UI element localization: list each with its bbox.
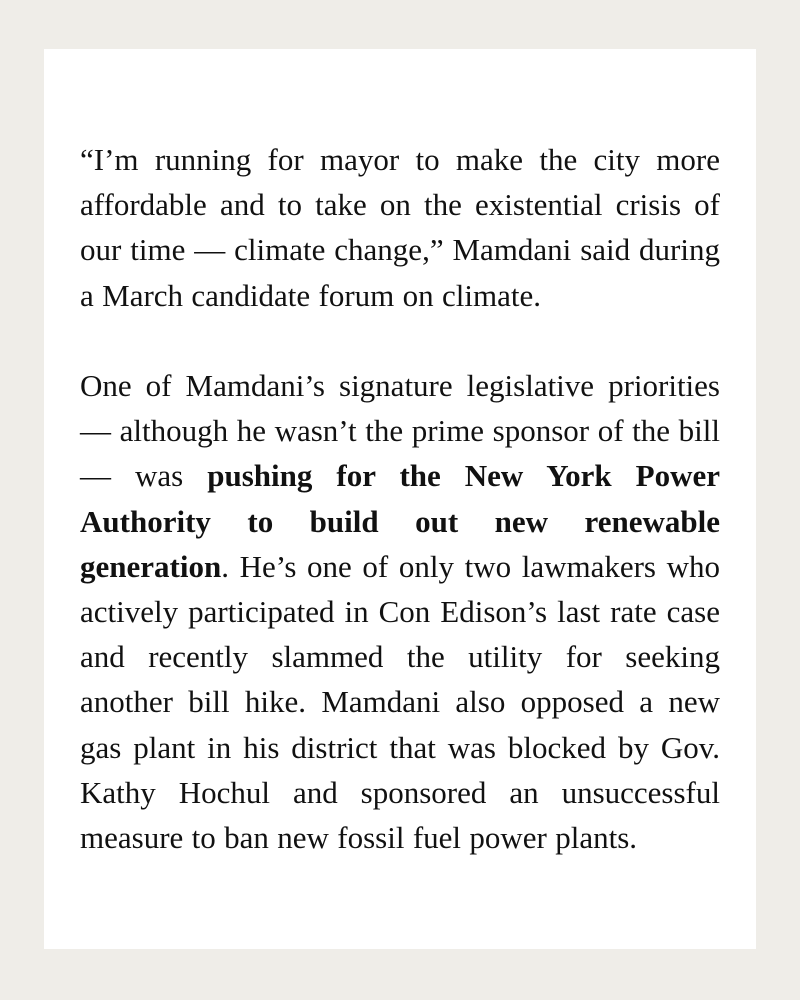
article-card	[44, 49, 756, 949]
bold-highlight-text: pushing for the New York Power Authority to build out new renewable generation	[80, 458, 720, 584]
paragraph-text-end: . He’s one of only two lawmakers who actively participated in Con Edison’s last rate case and recently slammed the utility for seeking another bill hike. Mamdani also opposed a new gas plant in his district that was blocked by Gov. Kathy Hochul and sponsored an unsuccessful measure to ban new fossil fuel power plants.	[80, 548, 720, 856]
body-paragraph	[80, 363, 720, 860]
paragraph-text-start: One of Mamdani’s signature legislative priorities — although he wasn’t the prime sponsor of the bill — was	[80, 368, 720, 494]
quote-paragraph: “I’m running for mayor to make the city more affordable and to take on the existential crisis of our time — climate change,” Mamdani said during a March candidate forum on climate.	[80, 142, 720, 313]
